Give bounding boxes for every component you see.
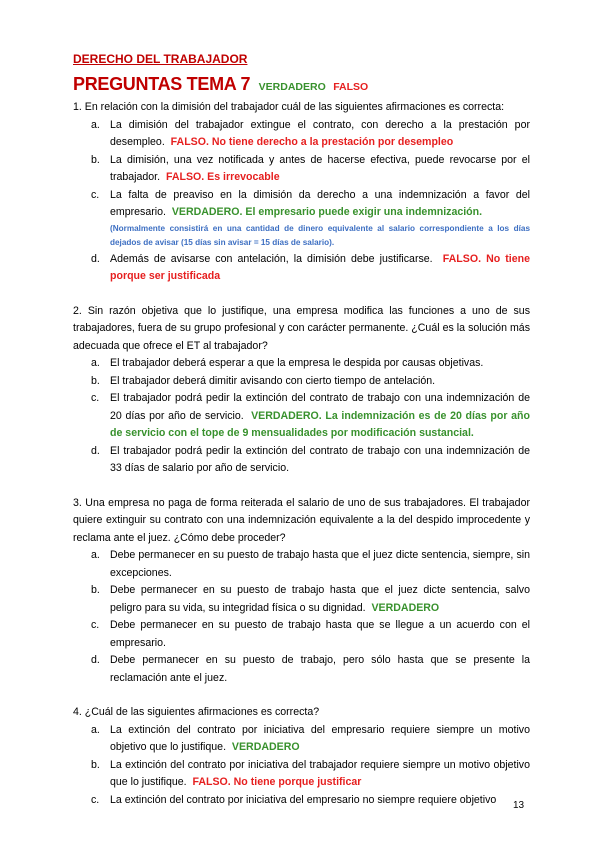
option-text: La falta de preaviso en la dimisión da derecho a una indemnización a favor del empresario. — [110, 188, 530, 218]
verdict-false: FALSO. No tiene porque justificar — [192, 776, 362, 788]
option-marker: d. — [91, 444, 100, 457]
option — [73, 617, 530, 652]
option-marker: c. — [91, 188, 100, 201]
verdict-true: VERDADERO — [231, 741, 300, 753]
verdict-true: VERDADERO. El empresario puede exigir una indemnización. — [171, 206, 483, 218]
option — [73, 187, 530, 251]
question-text: 1. En relación con la dimisión del trabajador cuál de las siguientes afirmaciones es correcta: — [73, 101, 505, 113]
verdict-false: FALSO. No tiene derecho a la prestación por desempleo — [170, 136, 454, 148]
option-marker: c. — [91, 392, 100, 404]
question-text: 3. Una empresa no paga de forma reiterada el salario de uno de sus trabajadores. El trabajador quiere extinguir su contrato con una indemnización equivalente a la del despido improcedente y reclama ante el juez. ¿Cómo debe proceder? — [73, 496, 530, 544]
option — [73, 390, 530, 443]
question-text: 4. ¿Cuál de las siguientes afirmaciones es correcta? — [73, 706, 320, 718]
verdict-true: VERDADERO. La indemnización es de 20 días por año de servicio con el tope de 9 mensualidades por modificación sustancial. — [110, 409, 530, 439]
option-marker: d. — [91, 252, 100, 265]
question-text: 2. Sin razón objetiva que lo justifique, una empresa modifica las funciones a uno de sus trabajadores, fuera de su grupo profesional y con carácter permanente. ¿Cuál es la solución más adecuada que ofrece el ET al trabajador? — [73, 304, 530, 352]
explanatory-note: (Normalmente consistirá en una cantidad de dinero equivalente al salario correspondiente a los días dejados de avisar (15 días sin avisar = 15 días de salario). — [110, 223, 530, 247]
verdict-true: VERDADERO — [371, 601, 440, 614]
legend-false: FALSO — [333, 81, 369, 93]
option-text: El trabajador deberá esperar a que la empresa le despida por causas objetivas. — [110, 357, 484, 369]
option — [73, 117, 530, 152]
option — [73, 373, 530, 391]
option — [73, 652, 530, 687]
question-3 — [73, 495, 530, 688]
option-text: Debe permanecer en su puesto de trabajo hasta que el juez dicte sentencia, salvo peligro para su vida, su integridad física o su dignidad. — [110, 584, 530, 614]
verdict-false: FALSO. No tiene porque ser justificada — [110, 252, 530, 282]
option-text: La extinción del contrato por iniciativa del empresario no siempre requiere objetivo — [110, 793, 497, 806]
option — [73, 722, 530, 757]
option-marker: a. — [91, 357, 100, 369]
option-text: Además de avisarse con antelación, la dimisión debe justificarse. — [110, 252, 433, 265]
option-marker: b. — [91, 374, 100, 387]
option — [73, 251, 530, 286]
document-page — [73, 52, 530, 809]
option-text: La extinción del contrato por iniciativa del trabajador requiere siempre un motivo objetivo que lo justifique. — [110, 758, 530, 788]
option-text: El trabajador podrá pedir la extinción del contrato de trabajo con una indemnización de 33 días de salario por año de servicio. — [110, 444, 530, 474]
option — [73, 152, 530, 187]
option — [73, 792, 530, 810]
title-text: PREGUNTAS TEMA 7 — [73, 74, 251, 94]
option-marker: c. — [91, 619, 100, 631]
option-marker: a. — [91, 723, 100, 736]
option — [73, 582, 530, 617]
option — [73, 547, 530, 582]
legend-true: VERDADERO — [258, 81, 326, 93]
option-text: Debe permanecer en su puesto de trabajo, pero sólo hasta que se presente la reclamación ante el juez. — [110, 654, 530, 684]
page-title — [73, 74, 530, 97]
option-marker: b. — [91, 584, 100, 596]
option-marker: b. — [91, 153, 100, 166]
question-2 — [73, 303, 530, 478]
option — [73, 757, 530, 792]
option-text: La dimisión, una vez notificada y antes de hacerse efectiva, puede revocarse por el trabajador. — [110, 153, 530, 183]
option-text: El trabajador deberá dimitir avisando con cierto tiempo de antelación. — [110, 374, 436, 387]
option — [73, 443, 530, 478]
option-text: La dimisión del trabajador extingue el contrato, con derecho a la prestación por desempleo. — [110, 118, 530, 148]
option-text: La extinción del contrato por iniciativa del empresario requiere siempre un motivo objetivo que lo justifique. — [110, 723, 530, 753]
course-heading: DERECHO DEL TRABAJADOR — [73, 52, 248, 66]
option-text: Debe permanecer en su puesto de trabajo hasta que el juez dicte sentencia, siempre, sin excepciones. — [110, 549, 530, 579]
option-text: Debe permanecer en su puesto de trabajo hasta que se llegue a un acuerdo con el empresario. — [110, 619, 530, 649]
option-text: El trabajador podrá pedir la extinción del contrato de trabajo con una indemnización de 20 días por año de servicio. — [110, 392, 530, 422]
question-4 — [73, 704, 530, 809]
option-marker: a. — [91, 549, 100, 561]
verdict-false: FALSO. Es irrevocable — [165, 171, 280, 183]
page-number: 13 — [513, 800, 525, 811]
option-marker: d. — [91, 654, 100, 666]
option-marker: a. — [91, 118, 100, 131]
option-marker: b. — [91, 758, 100, 771]
option-marker: c. — [91, 793, 100, 806]
question-1 — [73, 99, 530, 286]
option — [73, 355, 530, 373]
